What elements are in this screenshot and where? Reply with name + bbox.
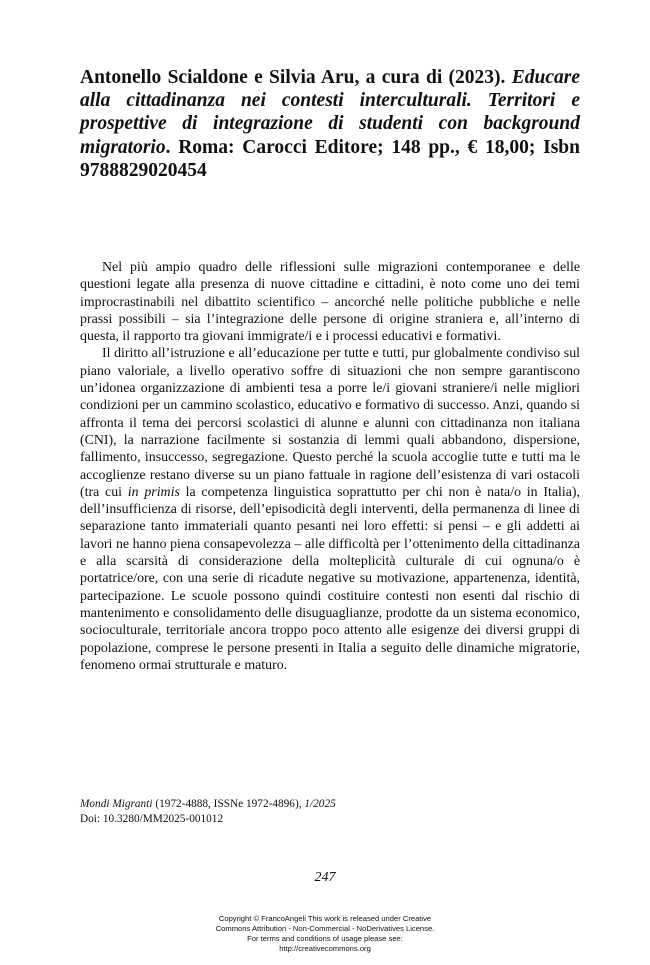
- journal-issue: 1/2025: [304, 798, 336, 810]
- paragraph-2-text-b: la competenza linguistica soprattutto per chi non è nata/o in Italia), dell’insufficienza di risorse, dell’episodicità degli interventi, della permanenza di linee di separazione tanto immateriali quanto pesanti nei loro effetti: si pensi – e gli addetti ai lavori ne hanno piena consapevolezza – alle difficoltà per l’ottenimento della cittadinanza e alla scarsità di considerazione della molteplicità culturale di cui ognuna/o è portatrice/ore, con una serie di ricadute negative su motivazione, appartenenza, identità, partecipazione. Le scuole possono quindi costituire contesti non esenti dal rischio di mantenimento e consolidamento delle disuguaglianze, prodotte da un sistema economico, socioculturale, territoriale ancora troppo poco attento alle esigenze dei diversi gruppi di popolazione, comprese le persone presenti in Italia a seguito delle dinamiche migratorie, fenomeno ormai strutturale e maturo.: [80, 484, 580, 673]
- paragraph-2-text-a: Il diritto all’istruzione e all’educazione per tutte e tutti, pur globalmente condiviso sul piano valoriale, a livello operativo soffre di situazioni che non sempre garantiscono un’idonea organizzazione di ambienti tesa a porre le/i giovani straniere/i nelle migliori condizioni per un cammino scolastico, educativo e formativo di successo. Anzi, quando si affronta il tema dei percorsi scolastici di alunne e alunni con cittadinanza non italiana (CNI), la narrazione facilmente si sostanzia di lemmi quali abbandono, dispersione, fallimento, insuccesso, segregazione. Questo perché la scuola accoglie tutte e tutti ma le accoglienze restano diverse su un piano fattuale in ragione dell’esistenza di vari ostacoli (tra cui: [80, 346, 580, 500]
- journal-issn: (1972-4888, ISSNe 1972-4896),: [152, 798, 305, 810]
- license-line-3: For terms and conditions of usage please see:: [247, 934, 403, 943]
- paragraph-2-italic-phrase: in primis: [127, 484, 180, 500]
- license-line-1: Copyright © FrancoAngeli This work is released under Creative: [218, 914, 432, 923]
- paragraph-1: Nel più ampio quadro delle riflessioni sulle migrazioni contemporanee e delle questioni legate alla presenza di nuove cittadine e cittadini, è noto come uno dei temi improcrastinabili nel dibattito scientifico – ancorché nelle politiche pubbliche e nelle prassi possibili – sia l’integrazione delle persone di origine straniera e, all’interno di questa, il rapporto tra giovani immigrate/i e i processi educativi e formativi.: [80, 260, 580, 345]
- journal-name: Mondi Migranti: [80, 798, 153, 810]
- review-authors: Antonello Scialdone e Silvia Aru, a cura di (2023).: [80, 67, 506, 88]
- journal-line: [80, 797, 580, 812]
- review-body: [80, 259, 580, 674]
- journal-citation: [80, 797, 580, 826]
- book-title: Educare alla cittadinanza nei contesti interculturali. Territori e prospettive di integrazione di studenti con background migratorio: [80, 67, 580, 158]
- doi: Doi: 10.3280/MM2025-001012: [80, 812, 224, 825]
- license-notice: [0, 914, 650, 954]
- license-link[interactable]: http://creativecommons.org: [279, 944, 371, 953]
- page-number: 247: [314, 870, 336, 885]
- license-line-2: Commons Attribution - Non-Commercial - NoDerivatives License.: [215, 924, 435, 933]
- review-heading: [80, 66, 580, 182]
- publication-details: . Roma: Carocci Editore; 148 pp., € 18,00; Isbn 9788829020454: [80, 136, 580, 181]
- paragraph-2: [80, 345, 580, 674]
